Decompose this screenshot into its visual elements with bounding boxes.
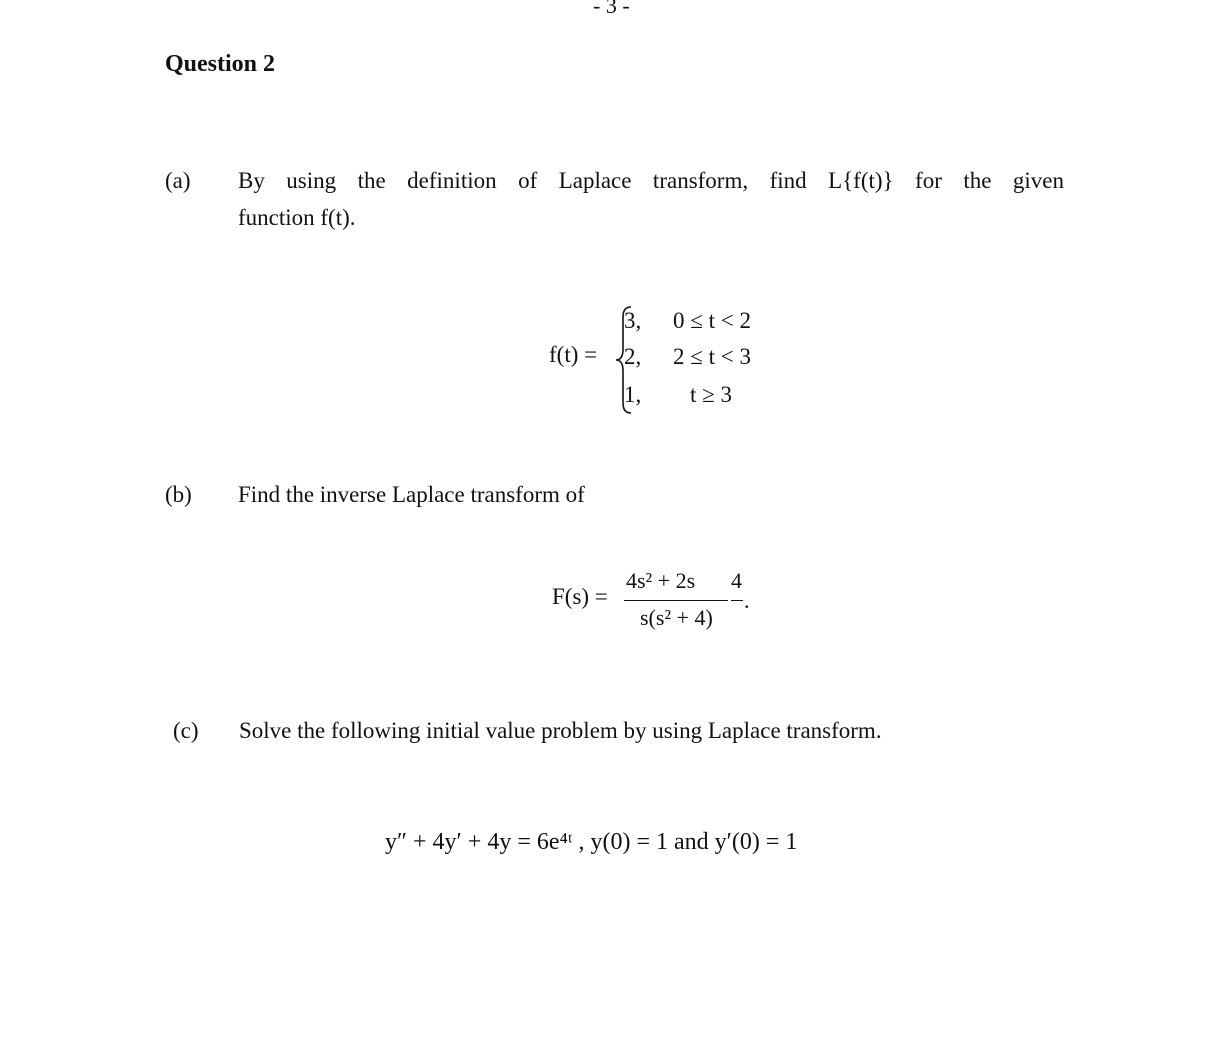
part-c-text: Solve the following initial value problem by using Laplace transform. xyxy=(239,718,882,743)
piecewise-lhs: f(t) = xyxy=(549,342,598,367)
part-a-text-line1: By using the definition of Laplace transform, find L{f(t)} for the given xyxy=(238,168,1064,193)
fraction-numerator: 4s² + 2s xyxy=(626,568,696,593)
fraction-tail-bar xyxy=(731,600,743,601)
fraction-bar xyxy=(624,600,728,601)
page-number: - 3 - xyxy=(593,0,630,18)
piecewise-value-1: 3, xyxy=(624,308,642,333)
piecewise-value-3: 1, xyxy=(624,382,642,407)
question-title: Question 2 xyxy=(165,51,276,77)
part-c-label: (c) xyxy=(173,718,199,743)
part-b-text: Find the inverse Laplace transform of xyxy=(238,482,585,507)
fraction-lhs: F(s) = xyxy=(552,584,608,609)
part-b-label: (b) xyxy=(165,482,192,507)
fraction-denominator: s(s² + 4) xyxy=(640,605,713,630)
piecewise-condition-1: 0 ≤ t < 2 xyxy=(673,308,751,333)
part-a-text-line2: function f(t). xyxy=(238,205,356,230)
part-a-label: (a) xyxy=(165,168,191,193)
ivp-equation: y″ + 4y′ + 4y = 6e⁴ᵗ , y(0) = 1 and y′(0) = 1 xyxy=(385,829,798,855)
piecewise-value-2: 2, xyxy=(624,344,642,369)
fraction-tail-numerator: 4 xyxy=(731,568,742,593)
piecewise-condition-2: 2 ≤ t < 3 xyxy=(673,344,751,369)
piecewise-condition-3: t ≥ 3 xyxy=(690,382,733,407)
fraction-end-period: . xyxy=(744,588,750,613)
